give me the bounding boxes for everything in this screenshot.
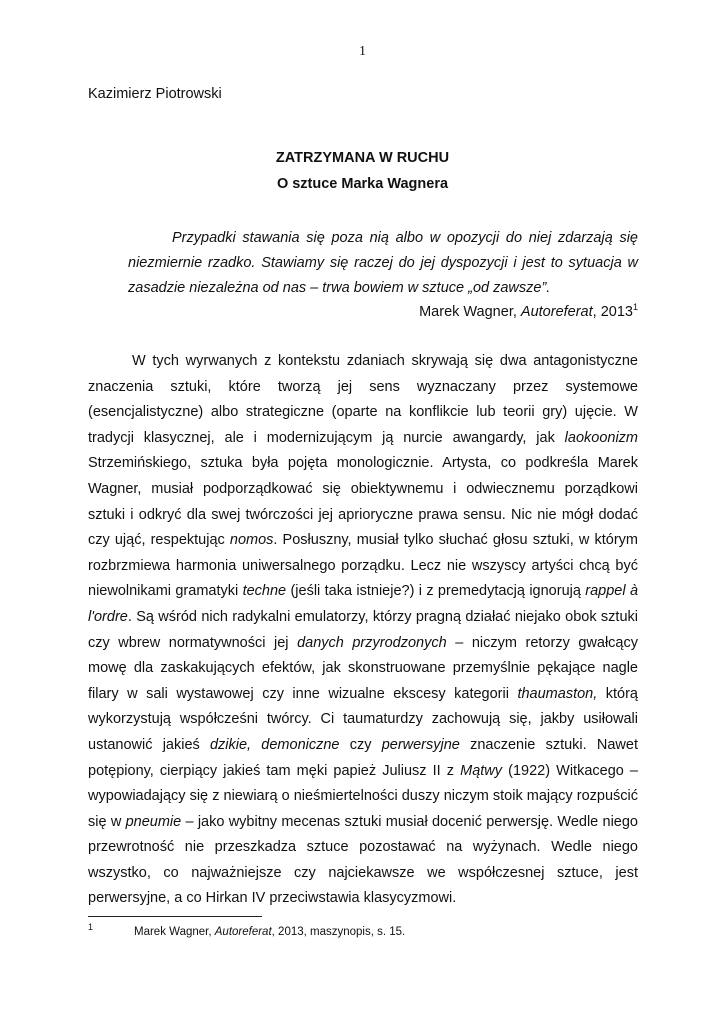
body-text-run: W tych wyrwanych z kontekstu zdaniach skrywają się dwa antagonistyczne znaczenia sztuki, które tworzą jej sens wyznaczany przez systemowe (esencjalistyczne) albo strategiczne (oparte na konflikcie lub teorii gry) ujęcie. W tradycji klasycznej, ale i modernizującym ją nurcie awangardy, jak [88, 353, 638, 446]
body-text-run: (1922) Witkacego – wypowiadający się z niewiarą o nieśmiertelności duszy niczym stoik mający rozpuścić się w [88, 762, 638, 830]
body-italic-run: danych przyrodzonych [297, 634, 447, 651]
footnote-work: Autoreferat [214, 925, 272, 938]
footnote-mark: 1 [88, 922, 94, 932]
document-subtitle: O sztuce Marka Wagnera [276, 176, 449, 192]
body-text-run: . Posłuszny, musiał tylko słuchać głosu sztuki, w którym rozbrzmiewa harmonia uniwersalnego porządku. Lecz nie wszyscy artyści chcą być niewolnikami gramatyki [88, 532, 638, 600]
body-text-run: – jako wybitny mecenas sztuki musiał docenić perwersję. Wedle niego przewrotność nie przeszkadza sztuce pozostawać na wyżynach. Wedle niego wszystko, co najważniejsze czy najciekawsze we współczesnej sztuce, jest perwersyjne, a co Hirkan IV przeciwstawia klasycyzmowi. [88, 813, 638, 907]
body-text-run: którą wykorzystują współcześni twórcy. Ci taumaturdzy zachowują się, jakby usiłowali ustanowić jakieś [88, 685, 638, 753]
epigraph-source [419, 302, 638, 320]
body-italic-run: laokoonizm [564, 429, 638, 446]
body-text-run: znaczenie sztuki. Nawet potępiony, cierpiący jakieś tam męki papież Juliusz II z [88, 736, 638, 779]
body-italic-run: dzikie, demoniczne [209, 736, 340, 753]
body-text-run: (jeśli taka istnieje?) i z premedytacją ignorują [286, 583, 586, 600]
epigraph-source-year: , 2013 [592, 303, 633, 320]
author-name: Kazimierz Piotrowski [88, 86, 222, 102]
body-italic-run: thaumaston, [517, 685, 598, 702]
body-italic-run: rappel à l'ordre [88, 583, 639, 625]
body-text-run: . Są wśród nich radykalni emulatorzy, którzy pragną działać niejako obok sztuki czy wbrew normatywności jej [88, 608, 638, 651]
body-italic-run: nomos [229, 532, 274, 549]
document-title: ZATRZYMANA W RUCHU [275, 150, 450, 166]
footnote [88, 922, 405, 938]
epigraph-source-author: Marek Wagner, [419, 303, 521, 320]
body-italic-run: Mątwy [460, 762, 503, 779]
epigraph-quote: Przypadki stawania się poza nią albo w opozycji do niej zdarzają się niezmiernie rzadko. Stawiamy się raczej do jej dyspozycji i jest to sytuacja w zasadzie niezależna od nas – trwa bowiem w sztuce „od zawsze”. [128, 230, 638, 296]
body-italic-run: perwersyjne [381, 736, 460, 753]
epigraph-source-work: Autoreferat [520, 303, 593, 320]
body-text-run: Strzemińskiego, sztuka była pojęta monologicznie. Artysta, co podkreśla Marek Wagner, musiał podporządkować się obiektywnemu i odwiecznemu porządkowi sztuki i odkryć dla swej twórczości jej aprioryczne prawa sensu. Nic nie mógł dodać czy ująć, respektując [88, 455, 638, 549]
body-text-run: czy [339, 736, 382, 753]
body-italic-run: pneumie [125, 813, 182, 830]
body-italic-run: techne [242, 583, 287, 600]
body-text-run: – niczym retorzy gwałcący mowę dla zaskakujących efektów, jak skonstruowane przemyślnie pękające nagle filary w sali wystawowej czy inne wizualne ekscesy kategorii [88, 634, 638, 702]
page-number: 1 [359, 44, 366, 59]
footnote-rest: , 2013, maszynopis, s. 15. [271, 925, 406, 938]
body-paragraph [88, 349, 638, 912]
footnote-author: Marek Wagner, [134, 925, 215, 938]
footnote-divider [88, 916, 262, 917]
footnote-reference[interactable]: 1 [632, 302, 638, 312]
